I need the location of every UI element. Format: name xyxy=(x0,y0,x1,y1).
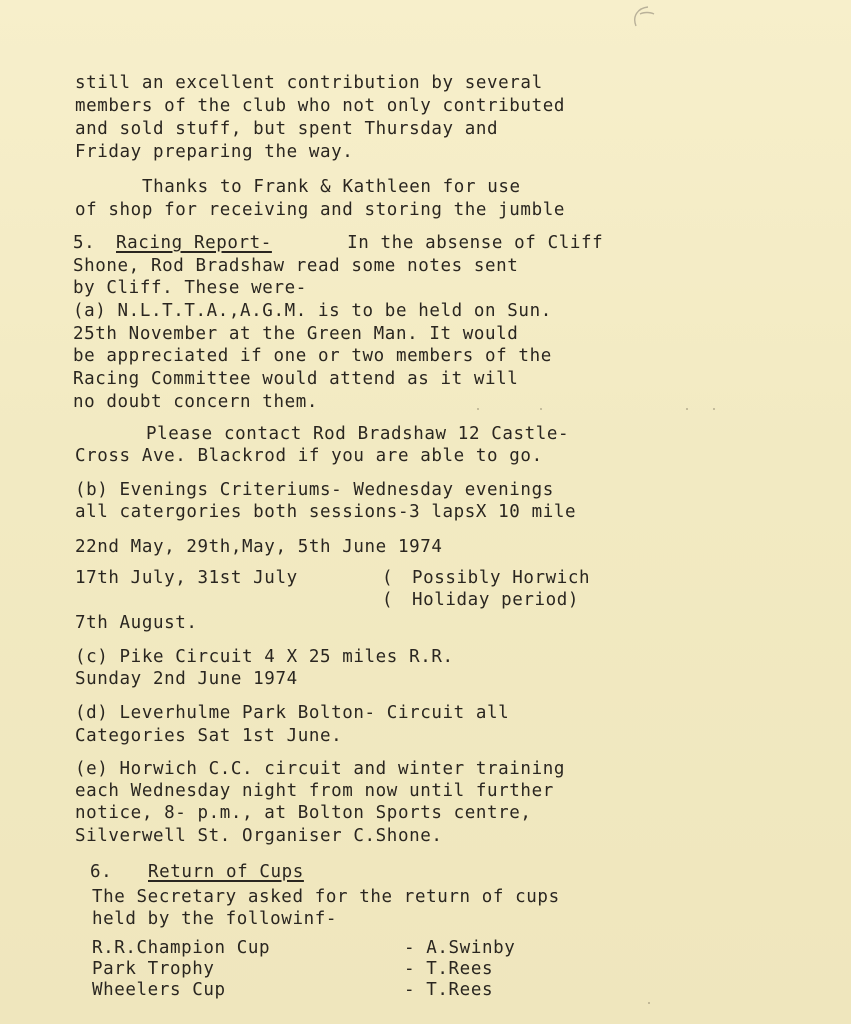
cup-name: Park Trophy xyxy=(92,959,215,979)
text-line: by Cliff. These were- xyxy=(73,278,307,298)
text-line: (a) N.L.T.T.A.,A.G.M. is to be held on Sun. xyxy=(73,301,552,321)
text-line: The Secretary asked for the return of cups xyxy=(92,887,560,907)
text-line: each Wednesday night from now until further xyxy=(75,781,554,801)
text-line: 22nd May, 29th,May, 5th June 1974 xyxy=(75,537,443,557)
text-line: (d) Leverhulme Park Bolton- Circuit all xyxy=(75,703,510,723)
cup-name: Wheelers Cup xyxy=(92,980,226,1000)
text-line: members of the club who not only contributed xyxy=(75,96,565,116)
section-number: 5. xyxy=(73,233,107,253)
text-line: be appreciated if one or two members of the xyxy=(73,346,552,366)
section-heading-return-of-cups: Return of Cups xyxy=(148,862,304,882)
text-line: (c) Pike Circuit 4 X 25 miles R.R. xyxy=(75,647,454,667)
text-line: Thanks to Frank & Kathleen for use xyxy=(142,177,521,197)
paper-speck xyxy=(686,408,688,410)
text-line: still an excellent contribution by several xyxy=(75,73,543,93)
cup-holder: - A.Swinby xyxy=(404,938,516,958)
cup-holder: - T.Rees xyxy=(404,959,494,979)
bracket-open: ( xyxy=(382,568,393,588)
cup-holder: - T.Rees xyxy=(404,980,494,1000)
text-line: (b) Evenings Criteriums- Wednesday evenings xyxy=(75,480,554,500)
text-line: no doubt concern them. xyxy=(73,392,318,412)
paper-speck xyxy=(477,408,479,410)
text-line: Categories Sat 1st June. xyxy=(75,726,343,746)
paper-speck xyxy=(648,1002,650,1004)
text-line: Friday preparing the way. xyxy=(75,142,354,162)
text-line: Please contact Rod Bradshaw 12 Castle- xyxy=(146,424,570,444)
text-line: Silverwell St. Organiser C.Shone. xyxy=(75,826,443,846)
text-line: Cross Ave. Blackrod if you are able to go. xyxy=(75,446,543,466)
section-heading-racing-report: Racing Report- xyxy=(116,233,272,253)
text-line: Holiday period) xyxy=(412,590,580,610)
cup-name: R.R.Champion Cup xyxy=(92,938,271,958)
text-line: of shop for receiving and storing the jumble xyxy=(75,200,565,220)
paper-speck xyxy=(713,408,715,410)
text-line: 25th November at the Green Man. It would xyxy=(73,324,519,344)
text-line: and sold stuff, but spent Thursday and xyxy=(75,119,499,139)
text-line: 17th July, 31st July xyxy=(75,568,298,588)
bracket-open: ( xyxy=(382,590,393,610)
text-line: Racing Committee would attend as it will xyxy=(73,369,519,389)
section-number: 6. xyxy=(90,862,124,882)
text-line: Possibly Horwich xyxy=(412,568,591,588)
text-line: (e) Horwich C.C. circuit and winter training xyxy=(75,759,565,779)
text-line: Shone, Rod Bradshaw read some notes sent xyxy=(73,256,519,276)
text-line: all catergories both sessions-3 lapsX 10 mile xyxy=(75,502,577,522)
handwritten-mark xyxy=(626,4,660,34)
text-line: notice, 8- p.m., at Bolton Sports centre, xyxy=(75,803,532,823)
paper-speck xyxy=(540,408,542,410)
text-line: held by the followinf- xyxy=(92,909,337,929)
text-line: Sunday 2nd June 1974 xyxy=(75,669,298,689)
text-line: 7th August. xyxy=(75,613,198,633)
text-line: In the absense of Cliff xyxy=(336,233,604,253)
